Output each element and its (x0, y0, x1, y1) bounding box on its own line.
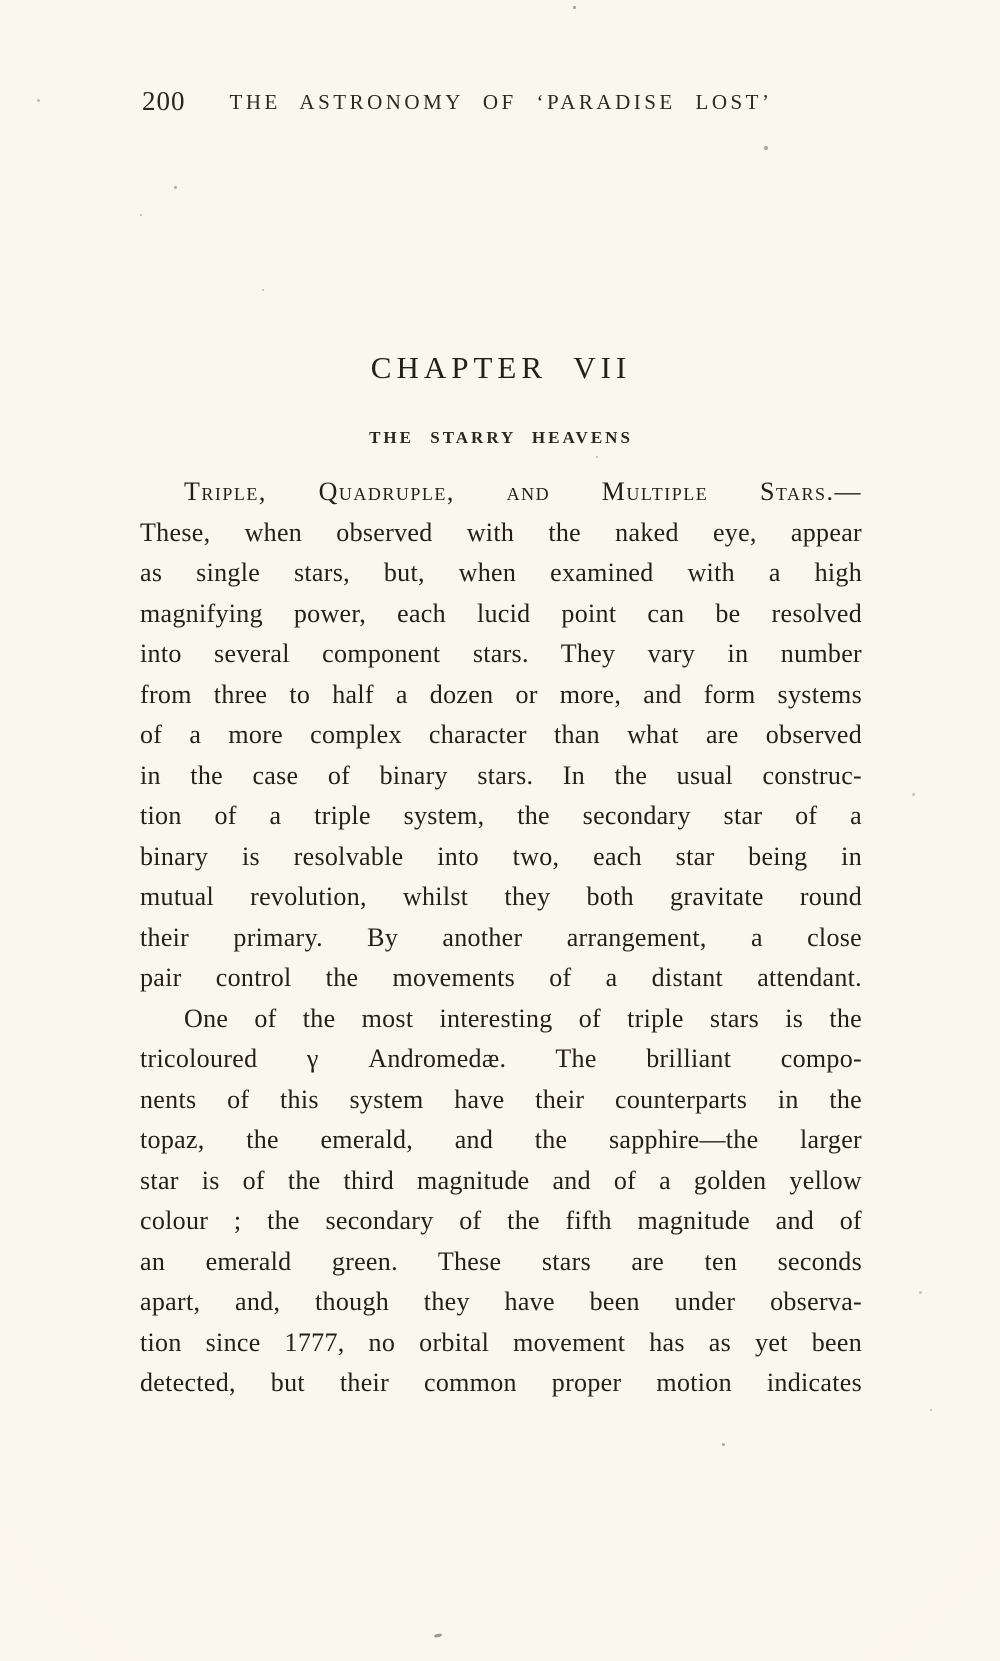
text-line: detected, but their common proper motion indicates (140, 1368, 862, 1397)
scan-speck (573, 6, 576, 9)
text-line: as single stars, but, when examined with a high (140, 558, 862, 587)
text-line: apart, and, though they have been under observa- (140, 1287, 862, 1316)
chapter-heading (140, 350, 862, 448)
text-line: an emerald green. These stars are ten seconds (140, 1246, 862, 1276)
running-header: THE ASTRONOMY OF ‘PARADISE LOST’ (229, 90, 773, 114)
text-line: from three to half a dozen or more, and form systems (140, 679, 862, 709)
paragraph-1-lead-line: Triple, Quadruple, and Multiple Stars.— (184, 477, 862, 506)
text-line: colour ; the secondary of the fifth magnitude and of (140, 1206, 862, 1235)
scan-speck (434, 1633, 442, 1638)
text-line: binary is resolvable into two, each star being in (140, 841, 862, 871)
text-line: nents of this system have their counterparts in the (140, 1084, 862, 1114)
scan-speck (930, 1409, 932, 1411)
chapter-title: CHAPTER VII (370, 350, 632, 385)
paragraph-2 (140, 999, 862, 1404)
text-line: of a more complex character than what are observed (140, 720, 862, 749)
chapter-subtitle: THE STARRY HEAVENS (369, 428, 633, 447)
scan-speck (262, 289, 264, 291)
paragraph-1 (140, 513, 862, 999)
text-line: tion since 1777, no orbital movement has as yet been (140, 1327, 862, 1357)
text-line: star is of the third magnitude and of a golden yellow (140, 1165, 862, 1195)
text-line: pair control the movements of a distant attendant. (140, 963, 862, 992)
scan-speck (596, 456, 598, 458)
page-header (140, 86, 862, 120)
page-number: 200 (142, 86, 186, 116)
text-line: in the case of binary stars. In the usual construc- (140, 760, 862, 790)
text-line: tricoloured γ Andromedæ. The brilliant compo- (140, 1044, 862, 1073)
scan-speck (912, 793, 915, 796)
scan-speck (37, 99, 40, 102)
scan-speck (174, 186, 177, 189)
text-line: mutual revolution, whilst they both gravitate round (140, 882, 862, 911)
scan-speck (722, 1443, 725, 1446)
text-line: into several component stars. They vary in number (140, 639, 862, 668)
scan-speck (764, 146, 768, 150)
text-line: their primary. By another arrangement, a close (140, 922, 862, 952)
text-line: magnifying power, each lucid point can be resolved (140, 598, 862, 628)
text-line: topaz, the emerald, and the sapphire—the larger (140, 1125, 862, 1154)
text-line: These, when observed with the naked eye, appear (140, 517, 862, 547)
text-line: tion of a triple system, the secondary star of a (140, 801, 862, 830)
body-text (140, 472, 862, 1404)
scan-speck (140, 214, 142, 216)
scan-speck (919, 1291, 922, 1294)
text-line: One of the most interesting of triple stars is the (184, 1003, 862, 1033)
